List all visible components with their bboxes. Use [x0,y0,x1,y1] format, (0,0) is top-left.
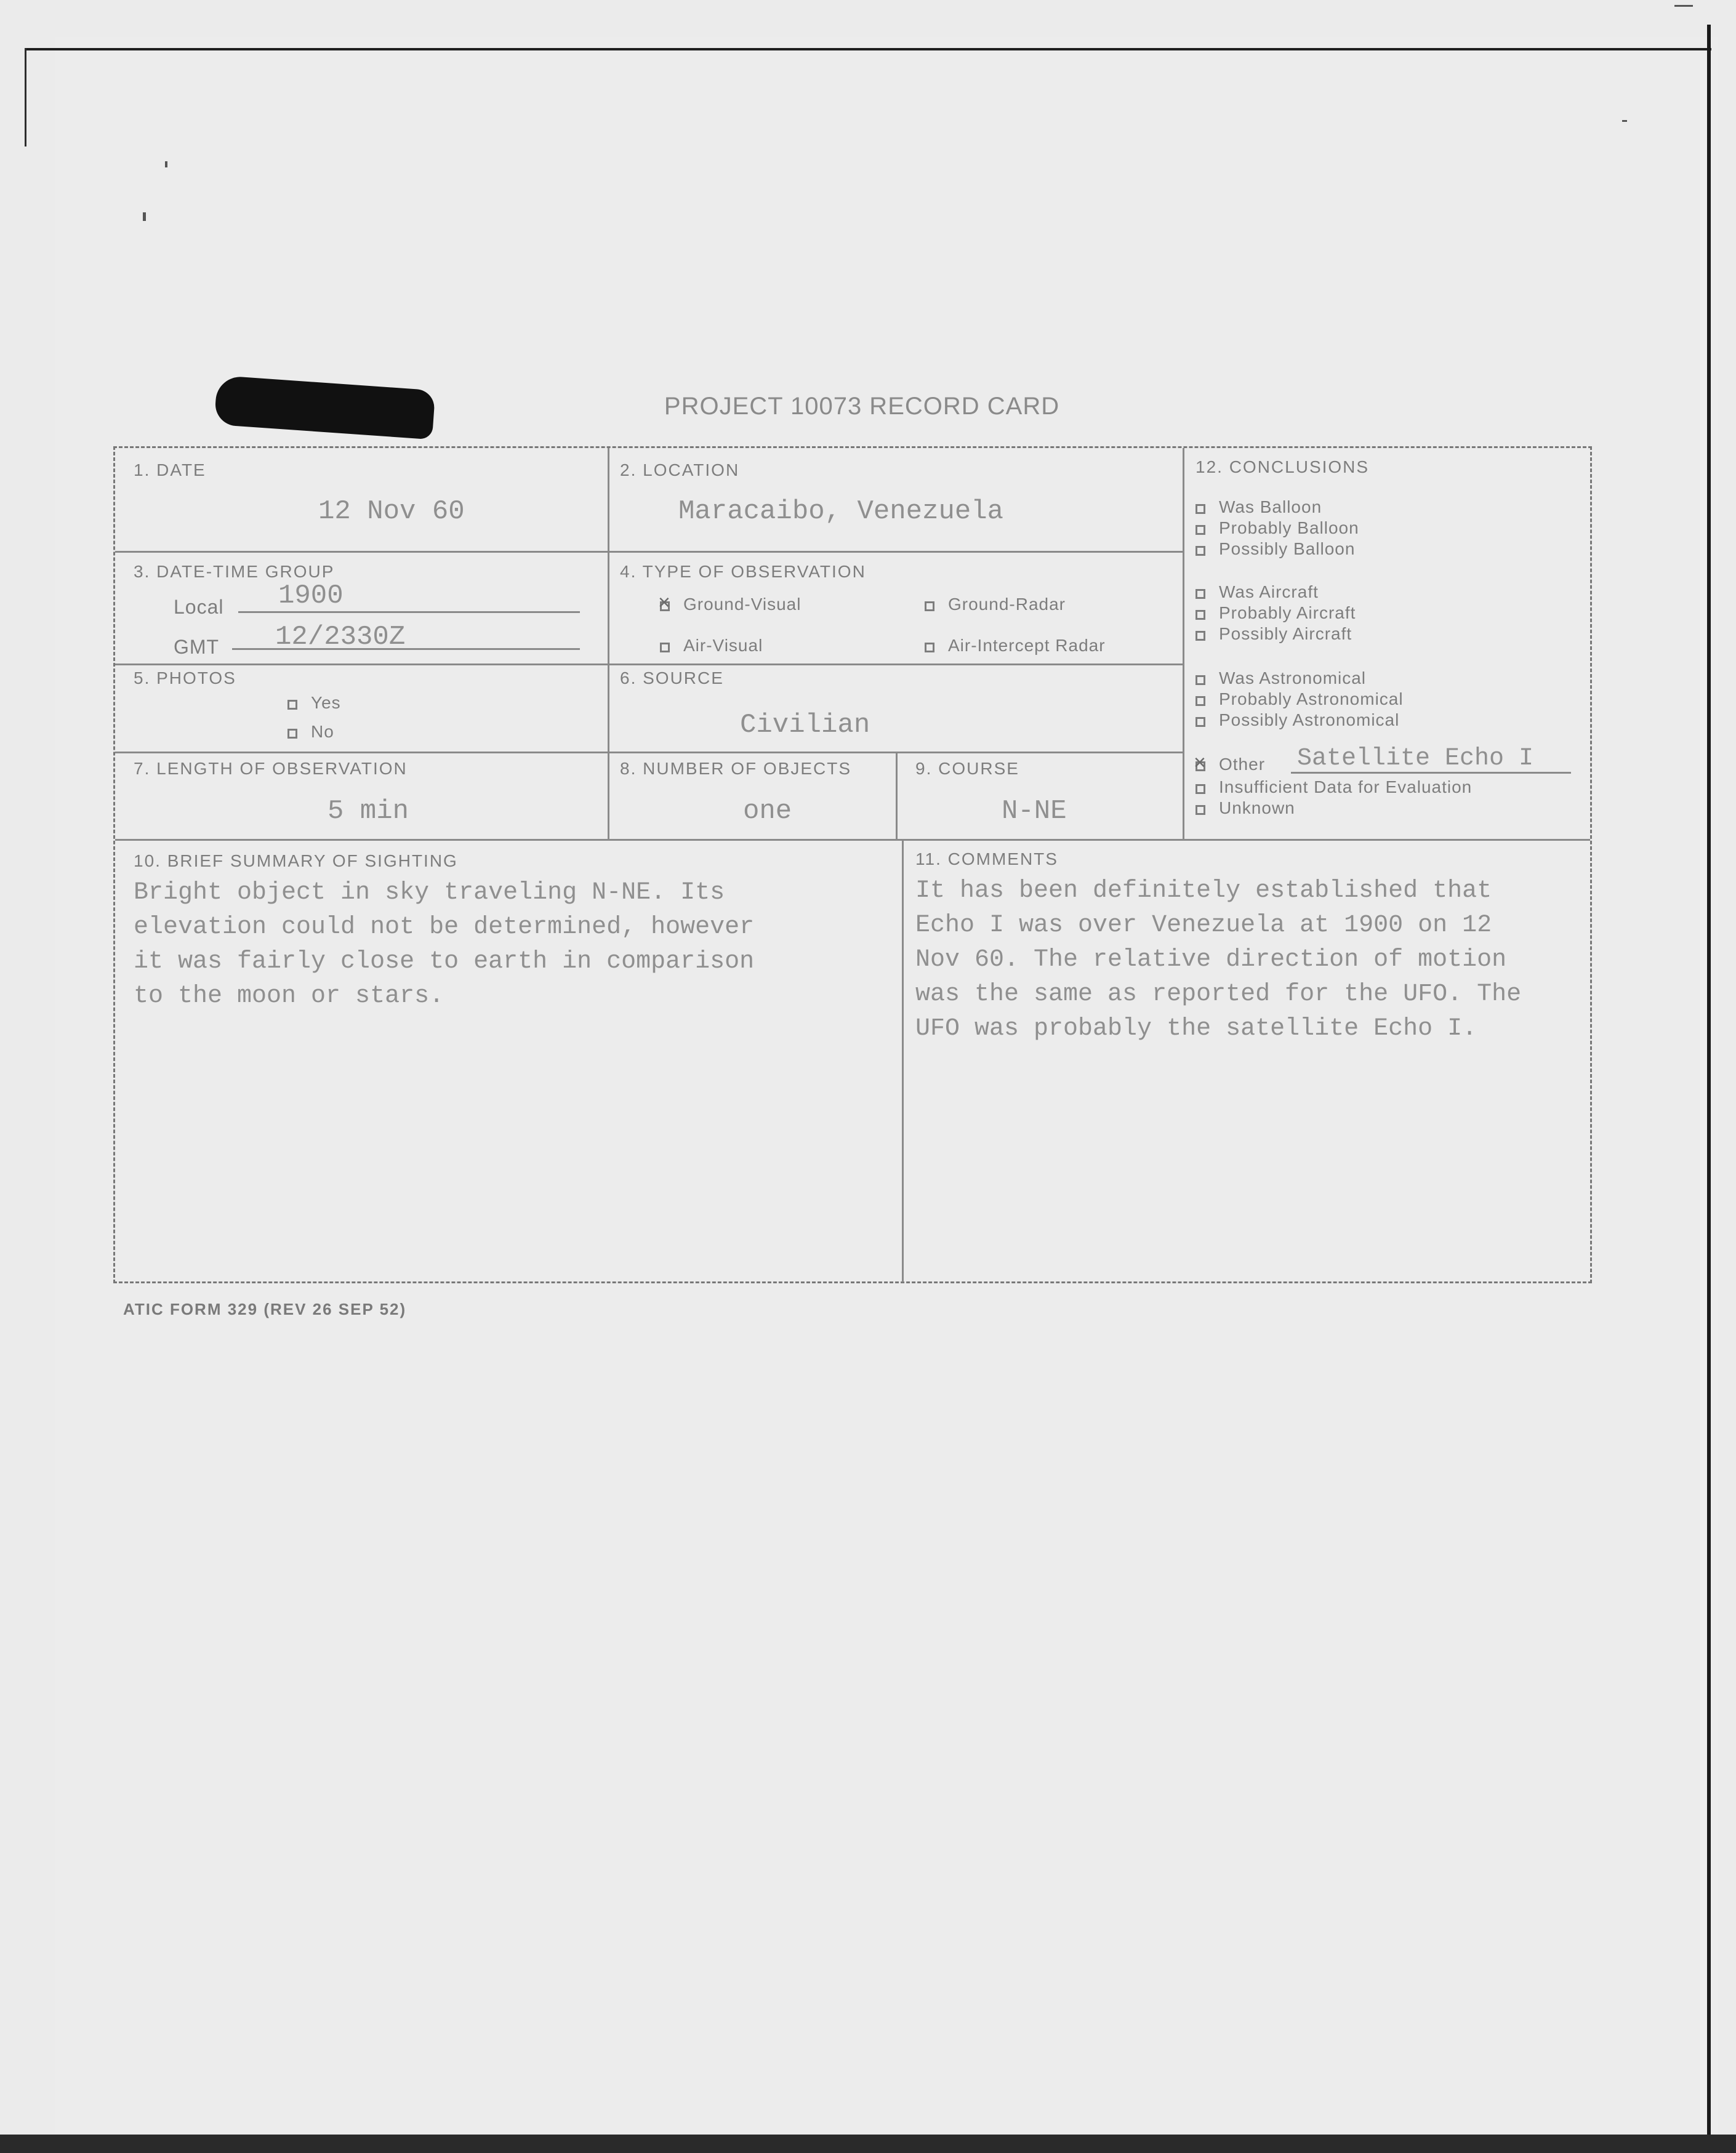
comments-label: 11. COMMENTS [915,849,1058,868]
checkbox-icon [1196,805,1205,815]
scan-border-top [25,48,1711,50]
checkbox-icon [925,643,934,652]
conclusion-insufficient-data[interactable]: Insufficient Data for Evaluation [1196,777,1472,797]
local-time-underline [238,611,580,613]
checkbox-icon [287,729,297,739]
divider [115,752,1183,753]
course-value: N-NE [1002,796,1067,827]
form-id: ATIC FORM 329 (REV 26 SEP 52) [123,1300,407,1318]
location-label: 2. LOCATION [620,460,740,479]
dtg-label: 3. DATE-TIME GROUP [134,562,335,581]
option-photos-yes[interactable]: Yes [287,693,341,713]
divider [608,448,609,839]
divider [1183,448,1184,839]
source-value: Civilian [740,710,870,740]
local-time-value: 1900 [278,580,344,611]
scan-speck [1622,120,1627,122]
card-title: PROJECT 10073 RECORD CARD [664,393,1060,420]
length-value: 5 min [328,796,409,827]
divider [115,839,1590,841]
divider [902,839,904,1282]
scan-speck [143,212,146,221]
conclusion-probably-balloon[interactable]: Probably Balloon [1196,518,1359,538]
photos-label: 5. PHOTOS [134,668,236,688]
option-ground-radar[interactable]: Ground-Radar [925,595,1066,614]
checkbox-icon [1196,717,1205,727]
checkbox-icon [660,643,670,652]
summary-text: Bright object in sky traveling N-NE. Its elevation could not be determined, however it was fairly close to earth in comparison to the moon or stars. [134,879,755,1010]
scan-speck [165,161,167,167]
conclusion-possibly-aircraft[interactable]: Possibly Aircraft [1196,624,1352,644]
conclusion-was-balloon[interactable]: Was Balloon [1196,497,1322,517]
checkbox-icon [1196,589,1205,599]
conclusion-other[interactable]: ×Other [1196,755,1265,774]
date-label: 1. DATE [134,460,206,479]
conclusion-was-aircraft[interactable]: Was Aircraft [1196,582,1319,602]
option-photos-no[interactable]: No [287,722,334,742]
checkbox-icon [660,601,670,611]
objects-label: 8. NUMBER OF OBJECTS [620,759,852,778]
option-air-visual[interactable]: Air-Visual [660,636,763,656]
summary-label: 10. BRIEF SUMMARY OF SIGHTING [134,851,458,870]
course-label: 9. COURSE [915,759,1019,778]
checkbox-icon [1196,761,1205,771]
divider [115,664,1183,665]
length-label: 7. LENGTH OF OBSERVATION [134,759,408,778]
conclusion-was-astronomical[interactable]: Was Astronomical [1196,668,1366,688]
conclusion-unknown[interactable]: Unknown [1196,798,1295,818]
observation-type-label: 4. TYPE OF OBSERVATION [620,562,866,581]
local-time-label: Local [174,596,224,618]
checkbox-icon [1196,546,1205,556]
divider [115,551,1183,553]
option-ground-visual[interactable]: ×Ground-Visual [660,595,801,614]
conclusion-possibly-balloon[interactable]: Possibly Balloon [1196,539,1355,559]
conclusions-label: 12. CONCLUSIONS [1196,457,1370,476]
checkbox-icon [1196,675,1205,685]
divider [896,753,898,839]
conclusion-possibly-astronomical[interactable]: Possibly Astronomical [1196,710,1399,730]
checkbox-icon [1196,504,1205,514]
checkbox-icon [1196,610,1205,620]
gmt-label: GMT [174,636,220,658]
checkbox-icon [1196,696,1205,706]
location-value: Maracaibo, Venezuela [678,496,1004,527]
objects-value: one [743,796,792,827]
scan-border-right [1707,25,1711,2142]
date-value: 12 Nov 60 [318,496,465,527]
scan-speck [1674,5,1693,7]
conclusion-probably-astronomical[interactable]: Probably Astronomical [1196,689,1404,709]
checkbox-icon [1196,631,1205,641]
option-air-intercept-radar[interactable]: Air-Intercept Radar [925,636,1106,656]
scan-border-left [25,48,26,146]
conclusion-probably-aircraft[interactable]: Probably Aircraft [1196,603,1356,623]
comments-text: It has been definitely established that Echo I was over Venezuela at 1900 on 12 Nov 60. The relative direction of motion was the same as reported for the UFO. The UFO was probably the satellite Echo I. [915,877,1522,1043]
checkbox-icon [925,601,934,611]
checkbox-icon [1196,525,1205,535]
other-value: Satellite Echo I [1297,745,1534,772]
scan-border-bottom [0,2135,1736,2153]
record-card [113,446,1592,1283]
gmt-value: 12/2330Z [275,622,406,652]
checkbox-icon [287,700,297,710]
source-label: 6. SOURCE [620,668,724,688]
checkbox-icon [1196,784,1205,794]
